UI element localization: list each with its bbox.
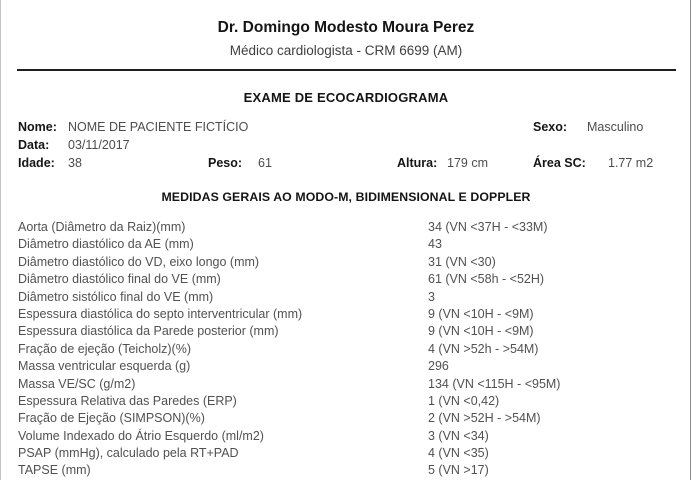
measure-value: 34 (VN <37H - <33M) bbox=[428, 220, 548, 234]
patient-name-value: NOME DE PACIENTE FICTÍCIO bbox=[68, 120, 249, 134]
measure-value: 3 bbox=[428, 289, 435, 304]
table-row bbox=[18, 255, 678, 272]
measure-label: Diâmetro sistólico final do VE (mm) bbox=[18, 289, 214, 304]
measure-label: Aorta (Diâmetro da Raiz)(mm) bbox=[18, 220, 186, 234]
measure-label: Espessura Relativa das Paredes (ERP) bbox=[18, 393, 237, 408]
doctor-subtitle: Médico cardiologista - CRM 6699 (AM) bbox=[229, 43, 463, 58]
measure-value: 61 (VN <58h - <52H) bbox=[428, 272, 545, 287]
table-row bbox=[18, 359, 678, 376]
measure-value: 9 (VN <10H - <9M) bbox=[428, 306, 534, 321]
table-row bbox=[18, 429, 678, 446]
measure-label: Fração de ejeção (Teicholz)(%) bbox=[18, 341, 191, 356]
patient-height-value: 179 cm bbox=[447, 156, 488, 170]
table-row bbox=[18, 237, 678, 254]
patient-sex-value: Masculino bbox=[587, 120, 644, 134]
measure-value: 1 (VN <0,42) bbox=[428, 393, 500, 408]
measure-value: 2 (VN >52H - >54M) bbox=[428, 411, 541, 426]
measure-label: Fração de Ejeção (SIMPSON)(%) bbox=[18, 411, 205, 426]
table-row bbox=[18, 411, 678, 428]
table-row bbox=[18, 446, 678, 463]
measure-value: 134 (VN <115H - <95M) bbox=[428, 376, 561, 391]
table-row bbox=[18, 307, 678, 324]
measure-value: 4 (VN <35) bbox=[428, 446, 489, 461]
patient-weight-value: 61 bbox=[258, 156, 272, 170]
patient-age-value: 38 bbox=[68, 156, 82, 170]
doctor-name: Dr. Domingo Modesto Moura Perez bbox=[217, 19, 475, 36]
table-row bbox=[18, 272, 678, 289]
patient-weight-label: Peso: bbox=[208, 156, 243, 170]
measure-label: Volume Indexado do Átrio Esquerdo (ml/m2) bbox=[18, 428, 264, 443]
table-row bbox=[18, 220, 678, 237]
page-right-edge bbox=[690, 0, 691, 480]
patient-bsa-value: 1.77 m2 bbox=[608, 156, 654, 170]
table-row bbox=[18, 290, 678, 307]
patient-bsa-label: Área SC: bbox=[533, 156, 586, 170]
patient-height-label: Altura: bbox=[397, 156, 438, 170]
measure-label: Diâmetro diastólico do VD, eixo longo (mm) bbox=[18, 254, 260, 269]
table-row bbox=[18, 394, 678, 411]
measure-value: 43 bbox=[428, 237, 442, 252]
patient-date-label: Data: bbox=[18, 138, 50, 152]
patient-name-label: Nome: bbox=[18, 120, 57, 134]
patient-age-label: Idade: bbox=[18, 156, 55, 170]
page-left-edge bbox=[0, 0, 1, 480]
measure-value: 31 (VN <30) bbox=[428, 254, 496, 269]
measure-label: Espessura diastólica da Parede posterior (mm) bbox=[18, 324, 279, 339]
measure-value: 5 (VN >17) bbox=[428, 463, 489, 478]
measure-label: Massa ventricular esquerda (g) bbox=[18, 359, 191, 374]
header-divider bbox=[17, 69, 676, 71]
measure-label: TAPSE (mm) bbox=[18, 463, 91, 478]
table-row bbox=[18, 463, 678, 480]
measure-label: Espessura diastólica do septo interventricular (mm) bbox=[18, 306, 303, 321]
measure-label: Diâmetro diastólico final do VE (mm) bbox=[18, 272, 221, 287]
measure-label: PSAP (mmHg), calculado pela RT+PAD bbox=[18, 446, 239, 461]
measure-label: Diâmetro diastólico da AE (mm) bbox=[18, 237, 194, 252]
exam-title: EXAME DE ECOCARDIOGRAMA bbox=[243, 90, 449, 105]
patient-date-value: 03/11/2017 bbox=[68, 138, 130, 152]
patient-sex-label: Sexo: bbox=[533, 120, 568, 134]
section-title: MEDIDAS GERAIS AO MODO-M, BIDIMENSIONAL E DOPPLER bbox=[161, 190, 531, 204]
measure-value: 4 (VN >52h - >54M) bbox=[428, 341, 539, 356]
measure-value: 296 bbox=[428, 359, 449, 374]
table-row bbox=[18, 377, 678, 394]
measure-label: Massa VE/SC (g/m2) bbox=[18, 376, 136, 391]
table-row bbox=[18, 342, 678, 359]
measure-value: 3 (VN <34) bbox=[428, 428, 489, 443]
table-row bbox=[18, 324, 678, 341]
measurements-table bbox=[18, 220, 678, 480]
measure-value: 9 (VN <10H - <9M) bbox=[428, 324, 534, 339]
